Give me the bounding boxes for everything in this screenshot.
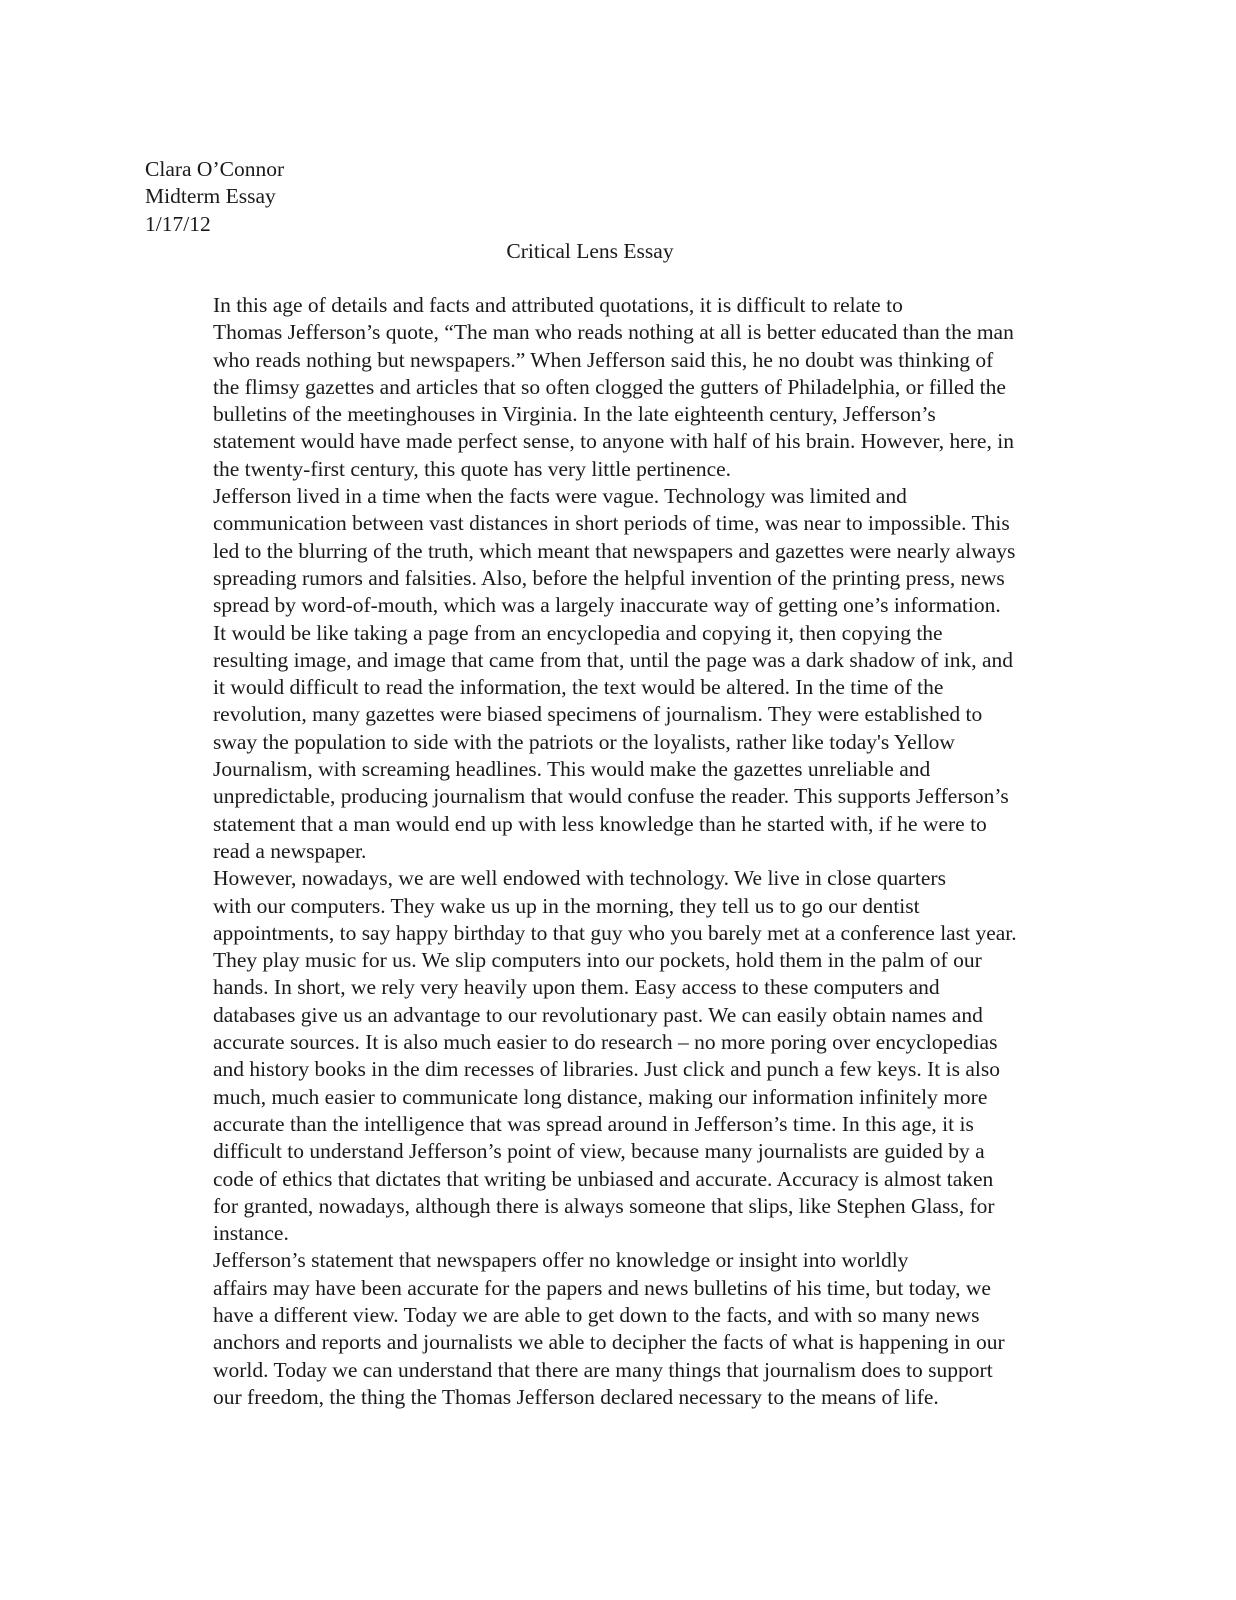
essay-body (145, 292, 1035, 1411)
text-line: However, nowadays, we are well endowed with technology. We live in close quarters (213, 866, 946, 891)
essay-paragraph (145, 865, 1035, 1247)
text-line: Jefferson lived in a time when the facts were vague. Technology was limited and (213, 484, 907, 509)
text-line: affairs may have been accurate for the papers and news bulletins of his time, but today, we (213, 1275, 991, 1300)
text-line: much, much easier to communicate long distance, making our information infinitely more (213, 1084, 988, 1109)
essay-title: Critical Lens Essay (506, 239, 674, 263)
text-line: it would difficult to read the information, the text would be altered. In the time of the (213, 675, 944, 700)
text-line: spreading rumors and falsities. Also, before the helpful invention of the printing press, news (213, 565, 1005, 590)
text-line: Journalism, with screaming headlines. This would make the gazettes unreliable and (213, 757, 931, 782)
text-line: anchors and reports and journalists we able to decipher the facts of what is happening in our (213, 1330, 1005, 1355)
text-line: the flimsy gazettes and articles that so often clogged the gutters of Philadelphia, or filled the (213, 374, 1006, 399)
text-line: statement that a man would end up with less knowledge than he started with, if he were to (213, 811, 987, 836)
text-line: have a different view. Today we are able to get down to the facts, and with so many news (213, 1302, 980, 1327)
text-line: They play music for us. We slip computers into our pockets, hold them in the palm of our (213, 948, 982, 973)
text-line: databases give us an advantage to our revolutionary past. We can easily obtain names and (213, 1002, 983, 1027)
text-line: accurate than the intelligence that was spread around in Jefferson’s time. In this age, it is (213, 1111, 974, 1136)
essay-paragraph (145, 483, 1035, 865)
text-line: accurate sources. It is also much easier to do research – no more poring over encyclopedias (213, 1030, 998, 1055)
essay-date: 1/17/12 (145, 211, 211, 236)
text-line: led to the blurring of the truth, which meant that newspapers and gazettes were nearly always (213, 538, 1016, 563)
text-line: world. Today we can understand that there are many things that journalism does to support (213, 1357, 993, 1382)
text-line: our freedom, the thing the Thomas Jefferson declared necessary to the means of life. (213, 1384, 939, 1409)
text-line: and history books in the dim recesses of libraries. Just click and punch a few keys. It is also (213, 1057, 1000, 1082)
text-line: read a newspaper. (213, 838, 367, 863)
text-line: for granted, nowadays, although there is always someone that slips, like Stephen Glass, for (213, 1193, 995, 1218)
assignment-name: Midterm Essay (145, 184, 276, 209)
text-line: who reads nothing but newspapers.” When Jefferson said this, he no doubt was thinking of (213, 347, 994, 372)
text-line: hands. In short, we rely very heavily upon them. Easy access to these computers and (213, 975, 940, 1000)
essay-paragraph (145, 1247, 1035, 1411)
text-line: sway the population to side with the patriots or the loyalists, rather like today's Yellow (213, 729, 955, 754)
text-line: bulletins of the meetinghouses in Virginia. In the late eighteenth century, Jefferson’s (213, 402, 936, 427)
text-line: spread by word-of-mouth, which was a largely inaccurate way of getting one’s information. (213, 593, 1001, 618)
text-line: It would be like taking a page from an encyclopedia and copying it, then copying the (213, 620, 943, 645)
text-line: appointments, to say happy birthday to that guy who you barely met at a conference last year. (213, 920, 1017, 945)
text-line: Jefferson’s statement that newspapers offer no knowledge or insight into worldly (213, 1248, 909, 1273)
text-line: with our computers. They wake us up in the morning, they tell us to go our dentist (213, 893, 920, 918)
text-line: In this age of details and facts and attributed quotations, it is difficult to relate to (213, 293, 903, 317)
text-line: statement would have made perfect sense, to anyone with half of his brain. However, here, in (213, 429, 1014, 454)
text-line: the twenty-first century, this quote has very little pertinence. (213, 456, 732, 481)
text-line: Thomas Jefferson’s quote, “The man who reads nothing at all is better educated than the man (213, 320, 1014, 345)
text-line: difficult to understand Jefferson’s point of view, because many journalists are guided by a (213, 1139, 985, 1164)
text-line: resulting image, and image that came from that, until the page was a dark shadow of ink, and (213, 647, 1014, 672)
text-line: communication between vast distances in short periods of time, was near to impossible. This (213, 511, 1010, 536)
author-name: Clara O’Connor (145, 157, 285, 181)
text-line: revolution, many gazettes were biased specimens of journalism. They were established to (213, 702, 983, 727)
text-line: instance. (213, 1221, 289, 1246)
essay-paragraph (145, 292, 1035, 483)
text-line: code of ethics that dictates that writing be unbiased and accurate. Accuracy is almost taken (213, 1166, 994, 1191)
text-line: unpredictable, producing journalism that would confuse the reader. This supports Jefferson’s (213, 784, 1009, 809)
essay-heading (145, 156, 1045, 238)
